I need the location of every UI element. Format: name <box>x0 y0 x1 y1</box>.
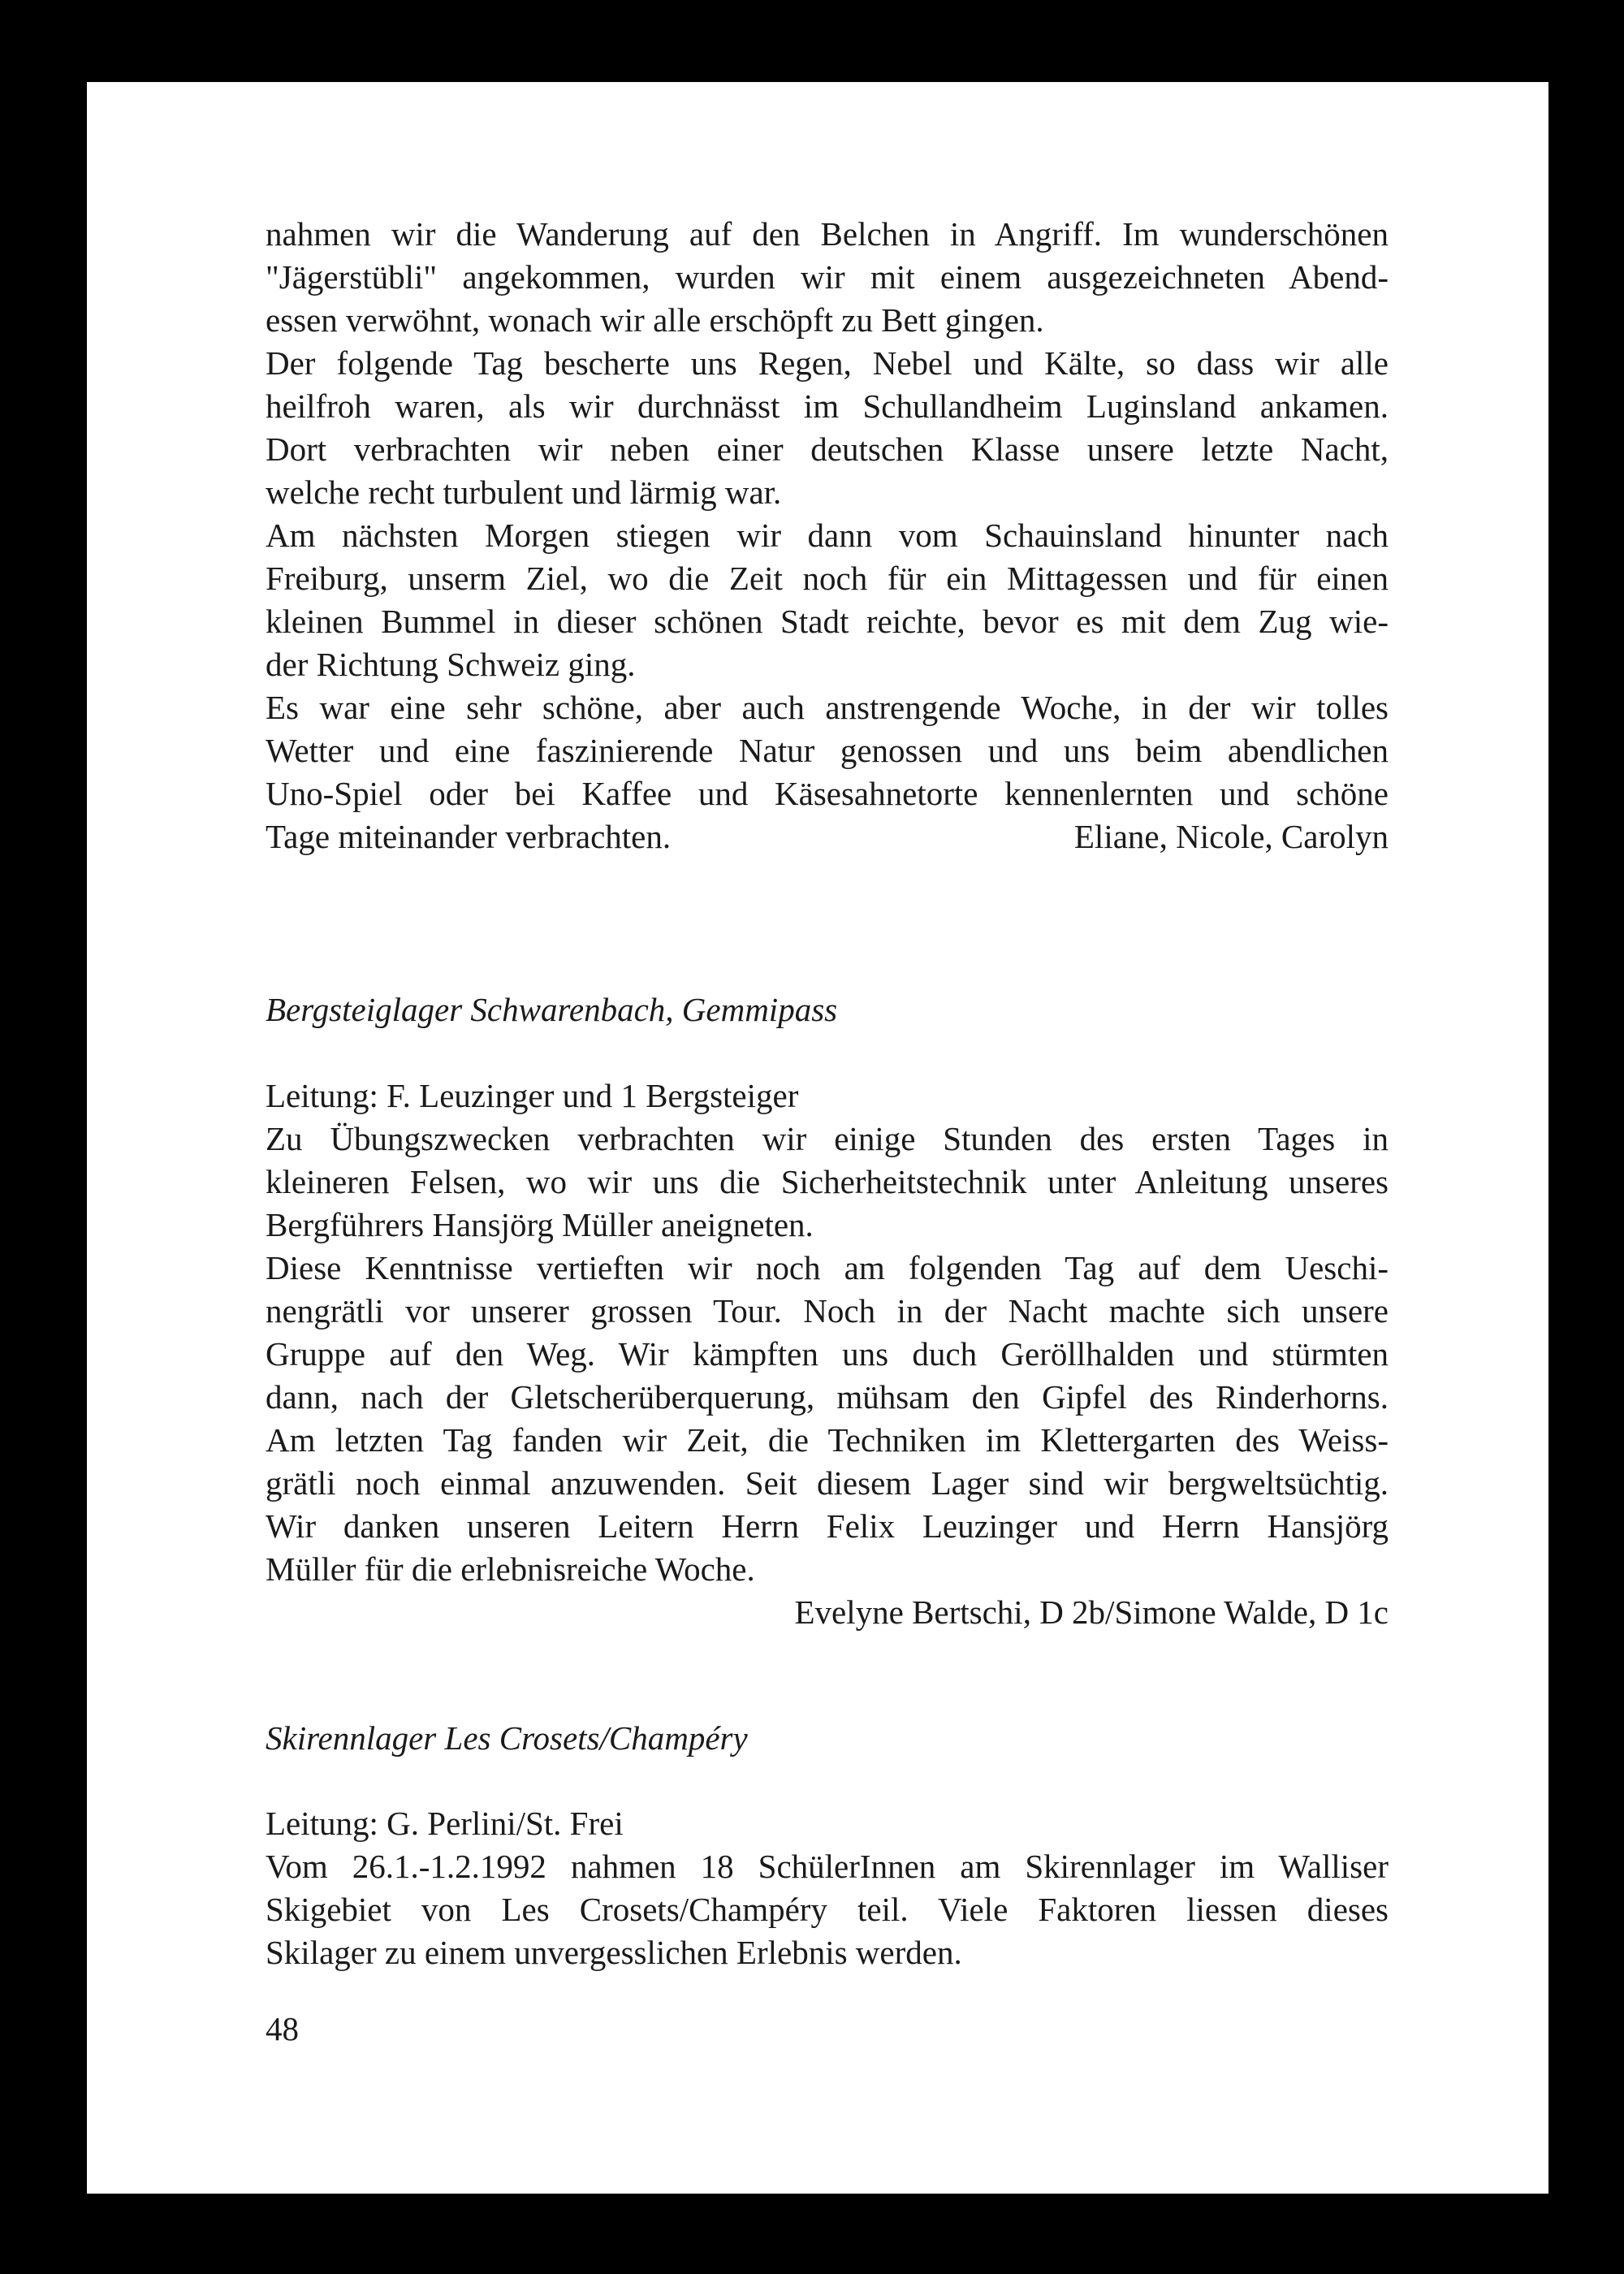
text-line: "Jägerstübli" angekommen, wurden wir mit einem ausgezeichneten Abend- <box>266 258 1389 296</box>
text-line: Gruppe auf den Weg. Wir kämpften uns duch Geröllhalden und stürmten <box>266 1335 1389 1373</box>
paragraph-block-1 <box>266 213 1389 858</box>
text-line: Uno-Spiel oder bei Kaffee und Käsesahnetorte kennenlernten und schöne <box>266 775 1389 812</box>
text-line: Der folgende Tag bescherte uns Regen, Nebel und Kälte, so dass wir alle <box>266 344 1389 382</box>
text-line: Freiburg, unserm Ziel, wo die Zeit noch für ein Mittagessen und für einen <box>266 560 1389 597</box>
text-line: grätli noch einmal anzuwenden. Seit diesem Lager sind wir bergweltsüchtig. <box>266 1464 1389 1502</box>
text-line: Vom 26.1.-1.2.1992 nahmen 18 SchülerInnen am Skirennlager im Walliser <box>266 1848 1389 1885</box>
text-line: der Richtung Schweiz ging. <box>266 646 636 683</box>
text-line: Am nächsten Morgen stiegen wir dann vom Schauinsland hinunter nach <box>266 517 1389 554</box>
section-title: Skirennlager Les Crosets/Champéry <box>266 1719 748 1757</box>
text-line: Skigebiet von Les Crosets/Champéry teil. Viele Faktoren liessen dieses <box>266 1891 1389 1928</box>
author-signature: Eliane, Nicole, Carolyn <box>1073 818 1389 855</box>
author-signature: Evelyne Bertschi, D 2b/Simone Walde, D 1c <box>794 1593 1389 1631</box>
text-line: nahmen wir die Wanderung auf den Belchen in Angriff. Im wunderschönen <box>266 215 1389 253</box>
text-line: Zu Übungszwecken verbrachten wir einige Stunden des ersten Tages in <box>266 1120 1389 1157</box>
document-page <box>87 82 1548 2194</box>
text-line: heilfroh waren, als wir durchnässt im Schullandheim Luginsland ankamen. <box>266 387 1389 425</box>
text-line: Am letzten Tag fanden wir Zeit, die Techniken im Klettergarten des Weiss- <box>266 1421 1389 1459</box>
text-line: dann, nach der Gletscherüberquerung, mühsam den Gipfel des Rinderhorns. <box>266 1378 1389 1416</box>
text-line: Wir danken unseren Leitern Herrn Felix Leuzinger und Herrn Hansjörg <box>266 1507 1389 1545</box>
text-line: kleinen Bummel in dieser schönen Stadt reichte, bevor es mit dem Zug wie- <box>266 603 1389 640</box>
text-line: nengrätli vor unserer grossen Tour. Noch in der Nacht machte sich unsere <box>266 1292 1389 1329</box>
leitung-line: Leitung: G. Perlini/St. Frei <box>266 1805 624 1842</box>
text-line: Skilager zu einem unvergesslichen Erlebnis werden. <box>266 1934 962 1971</box>
text-line: Müller für die erlebnisreiche Woche. <box>266 1550 755 1588</box>
text-line: Bergführers Hansjörg Müller aneigneten. <box>266 1206 814 1243</box>
leitung-line: Leitung: F. Leuzinger und 1 Bergsteiger <box>266 1077 799 1114</box>
section-title: Bergsteiglager Schwarenbach, Gemmipass <box>266 991 838 1028</box>
text-line: Tage miteinander verbrachten. <box>266 818 672 855</box>
text-line: welche recht turbulent und lärmig war. <box>266 473 782 511</box>
signature-line <box>266 815 1389 858</box>
text-line: essen verwöhnt, wonach wir alle erschöpft zu Bett gingen. <box>266 301 1044 339</box>
paragraph-block-2 <box>266 1074 1389 1634</box>
page-number: 48 <box>266 2010 299 2047</box>
text-line: Dort verbrachten wir neben einer deutschen Klasse unsere letzte Nacht, <box>266 430 1389 468</box>
text-line: Wetter und eine faszinierende Natur genossen und uns beim abendlichen <box>266 732 1389 769</box>
text-line: kleineren Felsen, wo wir uns die Sicherheitstechnik unter Anleitung unseres <box>266 1163 1389 1200</box>
text-line: Diese Kenntnisse vertieften wir noch am folgenden Tag auf dem Ueschi- <box>266 1249 1389 1286</box>
paragraph-block-3 <box>266 1802 1389 1974</box>
text-line: Es war eine sehr schöne, aber auch anstrengende Woche, in der wir tolles <box>266 689 1389 726</box>
